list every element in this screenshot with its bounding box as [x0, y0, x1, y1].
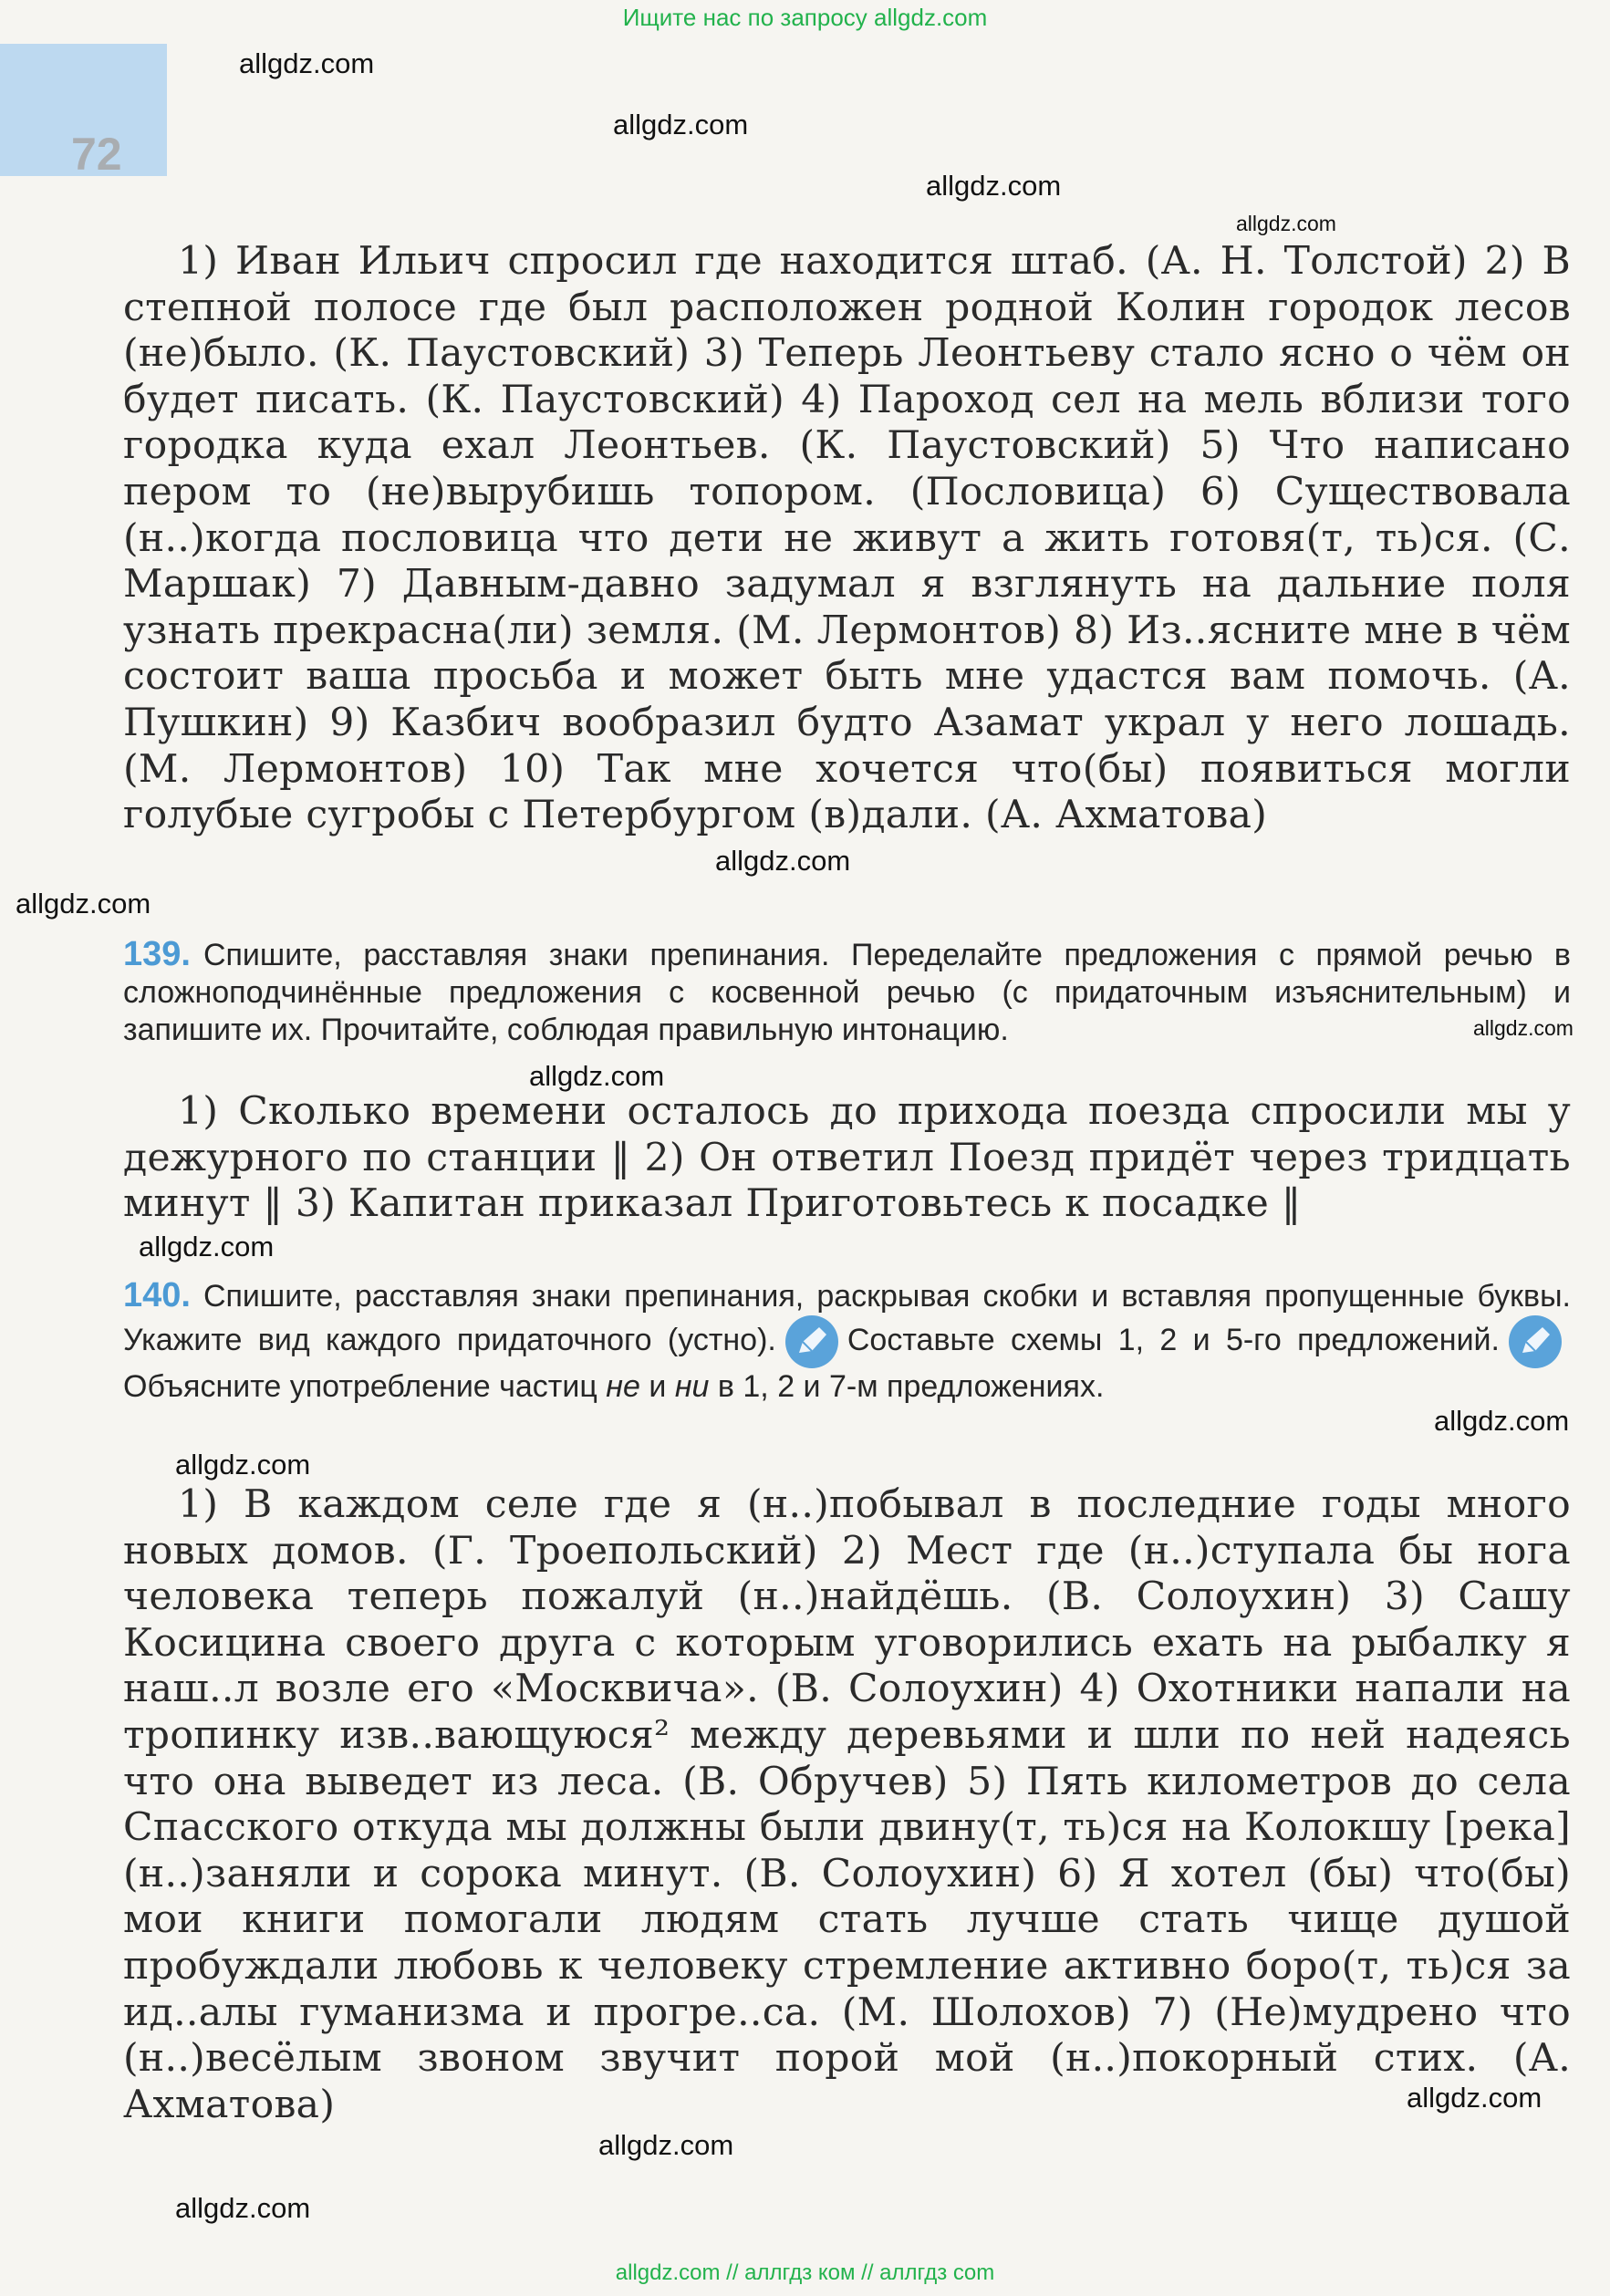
watermark[interactable]: allgdz.com — [598, 2129, 734, 2161]
page-number: 72 — [71, 129, 122, 180]
task-140-part3-a: Объясните употребление частиц — [123, 1369, 597, 1404]
watermark[interactable]: allgdz.com — [175, 1449, 311, 1480]
task-140-part1: Спишите, расставляя знаки препинания, раскрывая скобки и вставляя пропущенные буквы. Укажите вид каждого придаточного (устно). — [123, 1279, 1571, 1357]
exercise-139-text-block — [123, 1089, 1571, 1228]
watermark[interactable]: allgdz.com — [1434, 1405, 1570, 1437]
watermark[interactable]: allgdz.com — [715, 845, 851, 877]
watermark[interactable]: allgdz.com — [613, 109, 749, 140]
watermark[interactable]: allgdz.com — [529, 1060, 665, 1092]
exercise-140-text: 1) В каждом селе где я (н..)побывал в последние годы много новых домов. (Г. Троепольский) 2) Мест где (н..)ступала бы нога человека теперь пожалуй (н..)найдёшь. (В. Солоухин) 3) Сашу Косицина своего друга с которым уговорились ехать на рыбалку я наш..л возле его «Москвича». (В. Солоухин) 4) Охотники напали на тропинку изв..вающуюся² между деревьями и шли по ней надеясь что она выведет из леса. (В. Обручев) 5) Пять километров до села Спасского откуда мы должны были двину(т, ть)ся на Колокшу [река] (н..)заняли и сорока минут. (В. Солоухин) 6) Я хотел (бы) что(бы) мои книги помогали людям стать лучше стать чище душой пробуждали любовь к человеку стремление активно боро(т, ть)ся за ид..алы гуманизма и прогре..са. (М. Шолохов) 7) (Не)мудрено что (н..)весёлым звоном звучит порой мой (н..)покорный стих. (А. Ахматова) — [123, 1482, 1571, 2127]
particle-ni: ни — [674, 1369, 710, 1404]
task-139-paragraph — [123, 936, 1571, 1049]
watermark[interactable]: allgdz.com — [16, 888, 151, 919]
watermark[interactable]: allgdz.com — [175, 2192, 311, 2224]
watermark[interactable]: allgdz.com — [239, 47, 375, 79]
particle-ne: не — [606, 1369, 640, 1404]
bottom-banner[interactable]: allgdz.com // аллгдз ком // аллгдз com — [615, 2260, 995, 2285]
task-139-number: 139. — [123, 935, 191, 973]
top-banner[interactable]: Ищите нас по запросу allgdz.com — [622, 4, 988, 31]
task-140-part2: Составьте схемы 1, 2 и 5-го предложений. — [847, 1322, 1500, 1357]
task-139-text: Спишите, расставляя знаки препинания. Переделайте предложения с прямой речью в сложноподчинённые предложения с косвенной речью (с придаточным изъяснительным) и запишите их. Прочитайте, соблюдая правильную интонацию. — [123, 938, 1571, 1047]
word-and: и — [649, 1369, 667, 1404]
exercise-139-text: 1) Сколько времени осталось до прихода поезда спросили мы у дежурного по станции ‖ 2) Он ответил Поезд придёт через тридцать минут ‖ 3) Капитан приказал Приготовьтесь к посадке ‖ — [123, 1089, 1571, 1227]
watermark[interactable]: allgdz.com — [1236, 212, 1336, 235]
exercise-138-text-block — [123, 239, 1571, 839]
task-140-number: 140. — [123, 1276, 191, 1314]
exercise-140-text-block — [123, 1482, 1571, 2128]
task-140 — [123, 1277, 1571, 1406]
pencil-icon — [785, 1315, 838, 1368]
watermark[interactable]: allgdz.com — [1407, 2082, 1542, 2114]
pencil-icon — [1509, 1315, 1562, 1368]
watermark[interactable]: allgdz.com — [926, 170, 1062, 202]
task-140-part3-b: в 1, 2 и 7-м предложениях. — [717, 1369, 1105, 1404]
task-139 — [123, 936, 1571, 1049]
task-140-paragraph — [123, 1277, 1571, 1406]
watermark[interactable]: allgdz.com — [1473, 1016, 1574, 1040]
exercise-138-text: 1) Иван Ильич спросил где находится штаб. (А. Н. Толстой) 2) В степной полосе где был расположен родной Колин городок лесов (не)было. (К. Паустовский) 3) Теперь Леонтьеву стало ясно о чём он будет писать. (К. Паустовский) 4) Пароход сел на мель вблизи того городка куда ехал Леонтьев. (К. Паустовский) 5) Что написано пером то (не)вырубишь топором. (Пословица) 6) Существовала (н..)когда пословица что дети не живут а жить готовя(т, ть)ся. (С. Маршак) 7) Давным-давно задумал я взглянуть на дальние поля узнать прекрасна(ли) земля. (М. Лермонтов) 8) Из..ясните мне в чём состоит ваша просьба и может быть мне удастся вам помочь. (А. Пушкин) 9) Казбич вообразил будто Азамат украл у него лошадь. (М. Лермонтов) 10) Так мне хочется что(бы) появиться могли голубые сугробы с Петербургом (в)дали. (А. Ахматова) — [123, 239, 1571, 838]
watermark[interactable]: allgdz.com — [139, 1231, 275, 1262]
